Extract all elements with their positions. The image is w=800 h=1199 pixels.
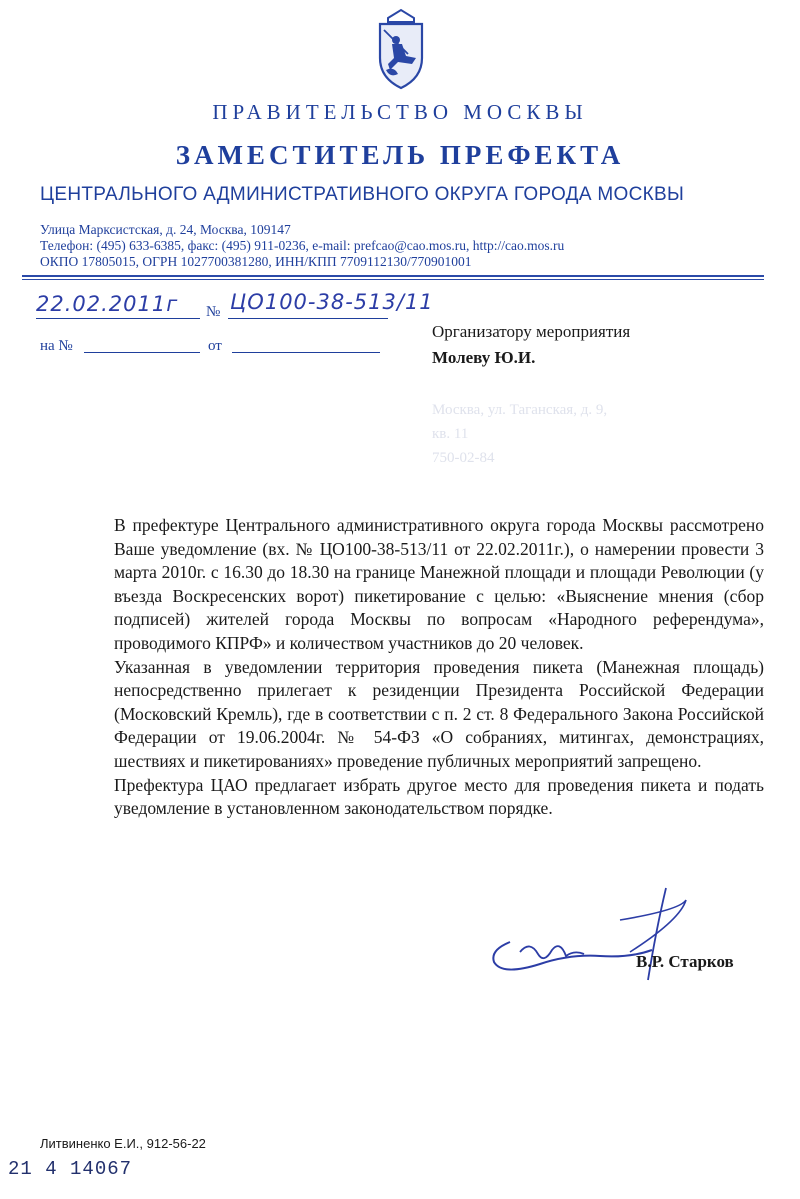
outgoing-number: ЦО100-38-513/11: [230, 290, 434, 314]
header-divider: [22, 275, 764, 277]
body-paragraph: Префектура ЦАО предлагает избрать другое место для проведения пикета и подать уведомление в установленном законодательством порядке.: [114, 774, 764, 819]
reference-underline: [84, 352, 200, 353]
addressee-title: Организатору мероприятия: [432, 322, 631, 341]
header-divider-thin: [22, 279, 764, 280]
reference-label: на №: [40, 338, 73, 354]
deputy-prefect-title: ЗАМЕСТИТЕЛЬ ПРЕФЕКТА: [175, 140, 625, 170]
outgoing-date: 22.02.2011г: [36, 292, 179, 316]
body-paragraph: Указанная в уведомлении территория проведения пикета (Манежная площадь) непосредственно прилегает к резиденции Президента Российской Федерации (Московский Кремль), где в соответствии с п. 2 ст. 8 Федерального Закона Российской Федерации от 19.06.2004г. № 54-ФЗ «О собраниях, митингах, демонстрациях, шествиях и пикетированиях» проведение публичных мероприятий запрещено.: [114, 656, 764, 771]
codes-line: ОКПО 17805015, ОГРН 1027700381280, ИНН/КПП 7709112130/770901001: [40, 254, 472, 269]
district-title: ЦЕНТРАЛЬНОГО АДМИНИСТРАТИВНОГО ОКРУГА ГОРОДА МОСКВЫ: [40, 184, 685, 205]
number-label: №: [206, 304, 221, 320]
letter-body: [114, 514, 764, 821]
faded-address-line: Москва, ул. Таганская, д. 9,: [432, 402, 608, 418]
address-line: Улица Марксистская, д. 24, Москва, 109147: [40, 222, 291, 237]
body-paragraph: В префектуре Центрального административного округа города Москвы рассмотрено Ваше уведомление (вх. № ЦО100-38-513/11 от 22.02.2011г.), о намерении провести 3 марта 2010г. с 16.30 до 18.30 на границе Манежной площади и площади Революции (у въезда Воскресенских ворот) пикетирование с целью: «Выяснение мнения (сбор подписей) жителей города Москвы по вопросам «Народного референдума», проводимого КПРФ» и количеством участников до 20 человек.: [114, 515, 764, 653]
handwritten-signature: [480, 880, 700, 990]
addressee: [432, 322, 630, 368]
faded-address: [432, 398, 607, 470]
faded-address-line: кв. 11: [432, 426, 469, 442]
number-underline: [228, 318, 388, 319]
from-underline: [232, 352, 380, 353]
signer-name: В.Р. Старков: [636, 952, 734, 971]
from-label: от: [208, 338, 222, 354]
contacts-line: Телефон: (495) 633-6385, факс: (495) 911-0236, e-mail: prefcao@cao.mos.ru, http://cao.mos.ru: [40, 238, 565, 253]
government-title: ПРАВИТЕЛЬСТВО МОСКВЫ: [212, 100, 588, 124]
date-underline: [36, 318, 200, 319]
executor-info: Литвиненко Е.И., 912-56-22: [40, 1136, 206, 1151]
addressee-name: Молеву Ю.И.: [432, 348, 536, 367]
moscow-coat-of-arms-icon: [372, 8, 430, 90]
registration-stamp-number: 21 4 14067: [8, 1158, 133, 1180]
faded-address-line: 750-02-84: [432, 450, 495, 466]
